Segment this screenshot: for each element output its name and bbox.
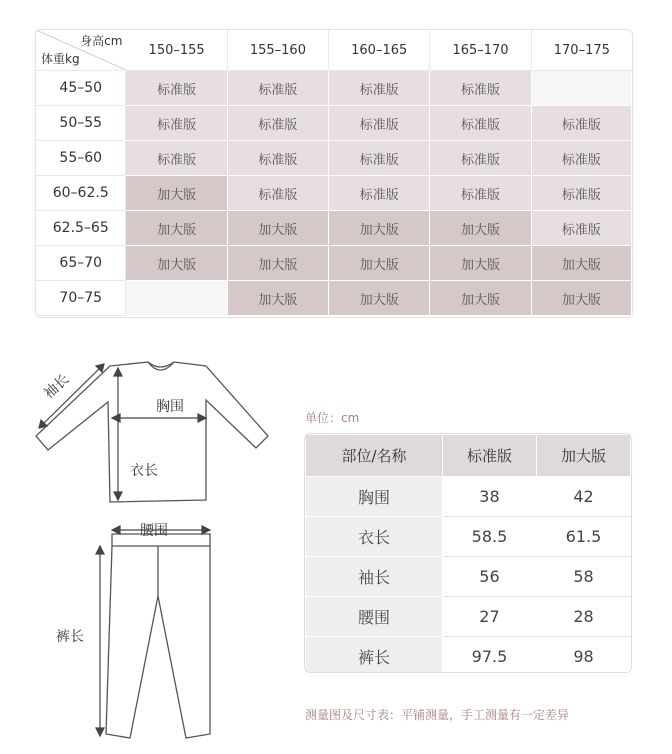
weight-row-label: 50–55 [36,106,126,141]
size-chart-header-row [36,30,632,71]
height-axis-label: 身高cm [80,34,123,48]
size-cell: 标准版 [126,141,227,176]
size-cell: 标准版 [532,211,632,246]
size-cell: 加大版 [126,176,227,211]
size-cell: 标准版 [228,106,329,141]
size-cell: 标准版 [126,71,227,106]
height-column-header: 160–165 [329,30,430,71]
measurement-header-row [306,435,631,477]
size-cell: 加大版 [126,246,227,281]
part-name: 腰围 [306,597,443,637]
weight-row-label: 55–60 [36,141,126,176]
standard-value: 97.5 [442,637,536,674]
size-cell: 标准版 [329,106,430,141]
weight-row-label: 45–50 [36,71,126,106]
size-cell: 加大版 [126,211,227,246]
weight-row-label: 60–62.5 [36,176,126,211]
weight-row-label: 65–70 [36,246,126,281]
size-cell: 标准版 [329,176,430,211]
size-cell: 加大版 [532,246,632,281]
size-cell: 标准版 [532,141,632,176]
size-cell: 加大版 [532,281,632,316]
size-chart-row [36,106,632,141]
size-cell: 加大版 [329,211,430,246]
size-cell: 标准版 [329,71,430,106]
size-cell: 加大版 [228,281,329,316]
standard-value: 27 [442,597,536,637]
weight-axis-label: 体重kg [41,52,80,66]
measurement-row [306,517,631,557]
standard-value: 58.5 [442,517,536,557]
size-cell [126,281,227,316]
size-cell: 标准版 [228,176,329,211]
size-cell: 标准版 [329,141,430,176]
size-cell [532,71,632,106]
size-cell: 标准版 [430,106,531,141]
size-chart-row [36,246,632,281]
size-chart-row [36,176,632,211]
standard-header: 标准版 [442,435,536,477]
size-chart-table [36,30,632,316]
size-cell: 加大版 [430,281,531,316]
part-name-header: 部位/名称 [306,435,443,477]
weight-row-label: 62.5–65 [36,211,126,246]
size-chart-row [36,281,632,316]
size-cell: 加大版 [430,246,531,281]
large-header: 加大版 [536,435,630,477]
sleeve-label: 袖长 [40,371,73,403]
part-name: 裤长 [306,637,443,674]
garment-measurement-diagram [20,350,300,750]
measurement-row [306,557,631,597]
measurement-row [306,637,631,674]
size-cell: 标准版 [430,176,531,211]
large-value: 58 [536,557,630,597]
pants-outline [106,534,210,738]
height-column-header: 150–155 [126,30,227,71]
height-column-header: 155–160 [228,30,329,71]
waist-label: 腰围 [140,523,168,539]
pants-arrows [96,526,210,736]
size-chart-corner [36,30,126,71]
size-cell: 标准版 [532,106,632,141]
weight-row-label: 70–75 [36,281,126,316]
size-cell: 加大版 [329,281,430,316]
size-cell: 加大版 [430,211,531,246]
part-name: 袖长 [306,557,443,597]
size-cell: 标准版 [532,176,632,211]
height-column-header: 170–175 [532,30,632,71]
measurement-row [306,597,631,637]
measurement-row [306,477,631,517]
size-chart-row [36,211,632,246]
size-cell: 标准版 [430,141,531,176]
part-name: 衣长 [306,517,443,557]
unit-label: 单位：cm [305,411,360,425]
large-value: 61.5 [536,517,630,557]
length-label: 衣长 [130,463,158,479]
measurement-note: 测量图及尺寸表：平铺测量，手工测量有一定差异 [305,708,570,722]
size-cell: 标准版 [126,106,227,141]
pants-length-label: 裤长 [56,629,84,645]
size-cell: 标准版 [430,71,531,106]
size-recommendation-chart [35,29,633,318]
size-chart-row [36,141,632,176]
large-value: 28 [536,597,630,637]
size-chart-row [36,71,632,106]
size-cell: 加大版 [228,246,329,281]
large-value: 42 [536,477,630,517]
chest-label: 胸围 [156,399,184,415]
size-cell: 标准版 [228,71,329,106]
standard-value: 56 [442,557,536,597]
measurement-table [304,433,632,673]
size-cell: 加大版 [329,246,430,281]
height-column-header: 165–170 [430,30,531,71]
size-cell: 加大版 [228,211,329,246]
large-value: 98 [536,637,630,674]
size-cell: 标准版 [228,141,329,176]
part-name: 胸围 [306,477,443,517]
standard-value: 38 [442,477,536,517]
